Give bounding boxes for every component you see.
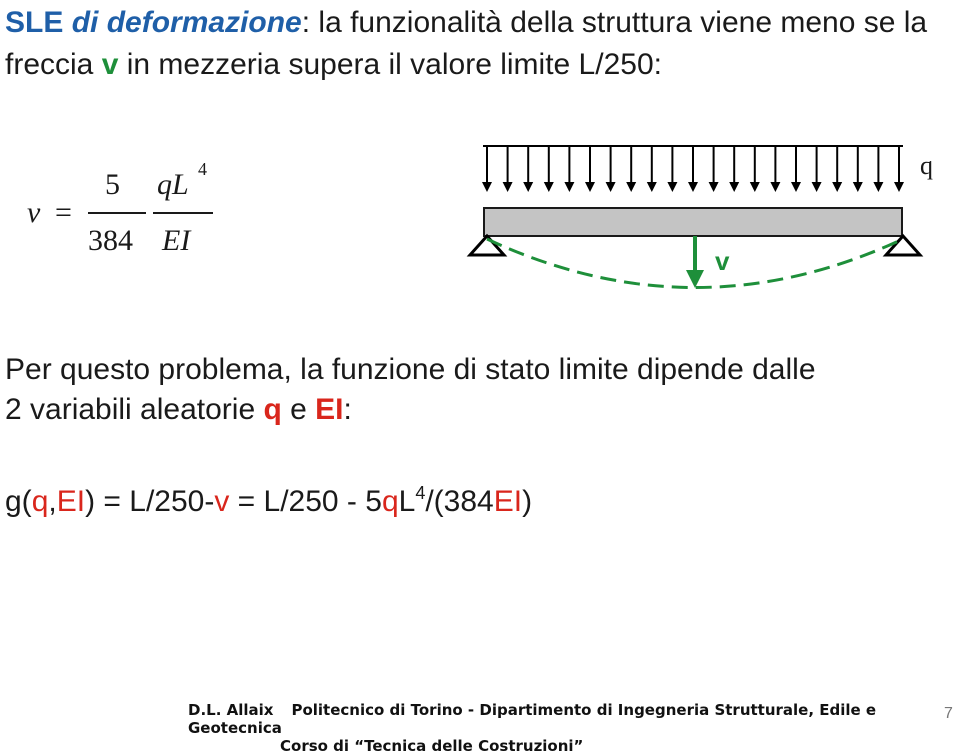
load-label: q — [920, 151, 933, 180]
load-arrow-head — [688, 182, 698, 192]
load-arrow-head — [729, 182, 739, 192]
load-arrow-head — [544, 182, 554, 192]
slide-title — [5, 2, 955, 86]
load-arrow-head — [585, 182, 595, 192]
formula-den1: 384 — [88, 224, 133, 257]
load-arrow-head — [667, 182, 677, 192]
load-arrow-head — [503, 182, 513, 192]
load-arrow-head — [894, 182, 904, 192]
footer-author: D.L. Allaix — [188, 701, 274, 719]
deflection-label: v — [715, 246, 730, 276]
eq-part: g( — [5, 485, 32, 518]
title-text-end: in mezzeria supera il valore limite L/250: — [118, 48, 662, 81]
deflection-formula — [25, 158, 225, 258]
eq-q: q — [381, 485, 399, 518]
load-arrow-head — [647, 182, 657, 192]
eq-ei: EI — [56, 485, 86, 518]
formula-equals: = — [55, 196, 72, 229]
variable-ei: EI — [315, 393, 344, 426]
formula-lhs: v — [27, 196, 41, 229]
title-v: v — [101, 48, 119, 81]
formula-exponent: 4 — [198, 159, 207, 179]
eq-part: /(384 — [425, 485, 494, 518]
eq-part: = L/250 - 5 — [229, 485, 382, 518]
eq-ei: EI — [493, 485, 523, 518]
eq-q: q — [31, 485, 49, 518]
beam-diagram — [465, 140, 955, 300]
distributed-load — [482, 146, 904, 192]
fraction-bar-2 — [153, 212, 213, 214]
title-space — [63, 6, 71, 39]
eq-part: L — [398, 485, 416, 518]
title-deformazione: di deformazione — [71, 6, 302, 39]
eq-part: ) — [522, 485, 533, 518]
load-arrow-head — [482, 182, 492, 192]
eq-part: ) = L/250- — [85, 485, 215, 518]
body-line-2-conj: e — [281, 393, 316, 426]
body-line-1: Per questo problema, la funzione di stato limite dipende dalle — [5, 353, 816, 386]
title-sle: SLE — [5, 6, 64, 39]
title-text: : la funzionalità della struttura viene meno se la freccia — [5, 6, 928, 81]
load-arrow-head — [770, 182, 780, 192]
load-arrow-head — [709, 182, 719, 192]
load-arrow-head — [564, 182, 574, 192]
eq-v: v — [214, 485, 230, 518]
load-arrow-head — [832, 182, 842, 192]
variable-q: q — [263, 393, 282, 426]
formula-num2: qL — [157, 168, 189, 201]
page-number: 7 — [944, 705, 953, 722]
body-line-2-text: 2 variabili aleatorie — [5, 393, 264, 426]
deflection-arrow-head — [686, 270, 704, 288]
beam — [484, 208, 902, 236]
formula-num1: 5 — [105, 168, 120, 201]
eq-part: , — [48, 485, 57, 518]
fraction-bar-1 — [88, 212, 146, 214]
load-arrow-head — [523, 182, 533, 192]
footer-course: Corso di “Tecnica delle Costruzioni” — [280, 737, 584, 755]
eq-exponent: 4 — [415, 483, 426, 503]
formula-den2: EI — [162, 224, 191, 257]
load-arrow-head — [606, 182, 616, 192]
load-arrow-head — [750, 182, 760, 192]
footer-institution: Politecnico di Torino - Dipartimento di Ingegneria Strutturale, Edile e Geotecnica — [188, 701, 877, 737]
footer — [188, 701, 960, 755]
load-arrow-head — [791, 182, 801, 192]
body-paragraph — [5, 350, 955, 430]
body-line-2-colon: : — [343, 393, 352, 426]
load-arrow-head — [853, 182, 863, 192]
limit-state-equation — [5, 485, 532, 519]
load-arrow-head — [812, 182, 822, 192]
body-line-2 — [5, 390, 955, 430]
load-arrow-head — [626, 182, 636, 192]
load-arrow-head — [873, 182, 883, 192]
